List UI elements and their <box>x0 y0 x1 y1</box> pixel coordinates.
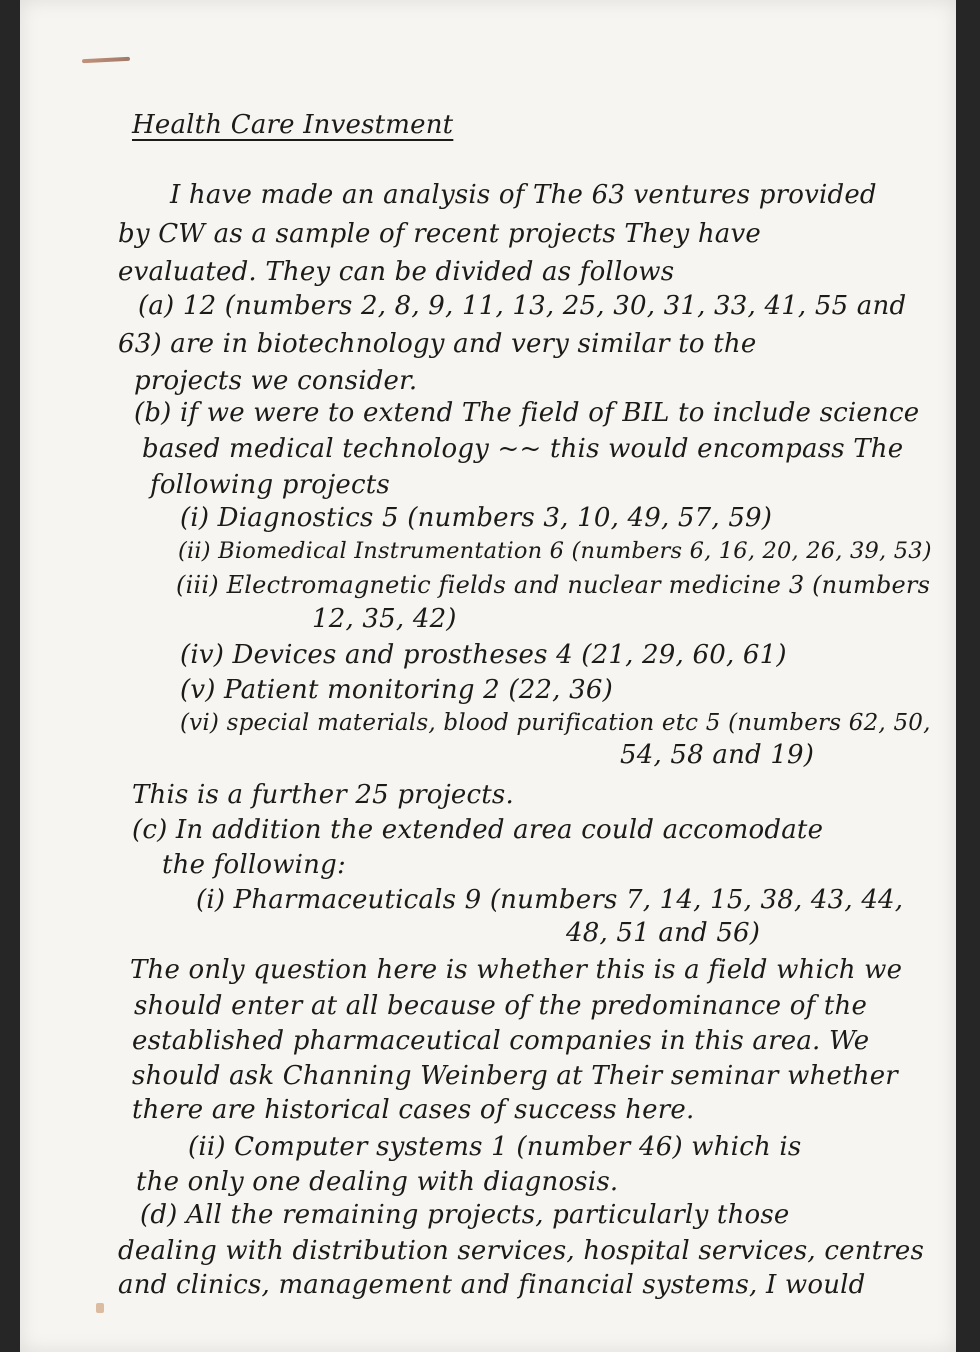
text-line: by CW as a sample of recent projects They have <box>118 219 761 249</box>
text-line: (ii) Computer systems 1 (number 46) which is <box>188 1132 802 1162</box>
text-line: (vi) special materials, blood purification etc 5 (numbers 62, 50, <box>180 710 931 736</box>
text-line: (iv) Devices and prostheses 4 (21, 29, 60, 61) <box>180 640 787 670</box>
ink-mark <box>82 57 130 64</box>
text-line: 63) are in biotechnology and very similar to the <box>118 329 757 359</box>
text-line: dealing with distribution services, hospital services, centres <box>118 1236 925 1266</box>
text-line: following projects <box>150 470 390 500</box>
text-line: I have made an analysis of The 63 ventures provided <box>170 180 877 210</box>
text-line: 12, 35, 42) <box>312 604 457 634</box>
text-line: should ask Channing Weinberg at Their seminar whether <box>132 1061 898 1091</box>
text-line: projects we consider. <box>134 366 418 396</box>
tape-mark <box>96 1303 104 1313</box>
text-line: the only one dealing with diagnosis. <box>136 1167 619 1197</box>
paper-sheet <box>20 0 956 1352</box>
text-line: the following: <box>162 850 346 880</box>
text-line: should enter at all because of the predominance of the <box>134 991 868 1021</box>
text-line: (d) All the remaining projects, particularly those <box>140 1200 790 1230</box>
text-line: established pharmaceutical companies in this area. We <box>132 1026 870 1056</box>
document-title: Health Care Investment <box>132 110 454 140</box>
text-line: (b) if we were to extend The field of BIL to include science <box>134 398 920 428</box>
text-line: (ii) Biomedical Instrumentation 6 (numbers 6, 16, 20, 26, 39, 53) <box>178 538 932 564</box>
text-line: (v) Patient monitoring 2 (22, 36) <box>180 675 613 705</box>
text-line: evaluated. They can be divided as follows <box>118 257 675 287</box>
text-line: The only question here is whether this is a field which we <box>130 955 903 985</box>
text-line: (i) Pharmaceuticals 9 (numbers 7, 14, 15, 38, 43, 44, <box>196 885 904 915</box>
text-line: there are historical cases of success here. <box>132 1095 695 1125</box>
text-line: This is a further 25 projects. <box>132 780 514 810</box>
text-line: based medical technology ~~ this would encompass The <box>142 434 904 464</box>
text-line: (iii) Electromagnetic fields and nuclear medicine 3 (numbers <box>176 571 931 599</box>
text-line: (i) Diagnostics 5 (numbers 3, 10, 49, 57, 59) <box>180 503 773 533</box>
text-line: 48, 51 and 56) <box>566 918 761 948</box>
text-line: (c) In addition the extended area could accomodate <box>132 815 824 845</box>
text-line: and clinics, management and financial systems, I would <box>118 1270 866 1300</box>
text-line: 54, 58 and 19) <box>620 740 815 770</box>
text-line: (a) 12 (numbers 2, 8, 9, 11, 13, 25, 30, 31, 33, 41, 55 and <box>138 291 907 321</box>
